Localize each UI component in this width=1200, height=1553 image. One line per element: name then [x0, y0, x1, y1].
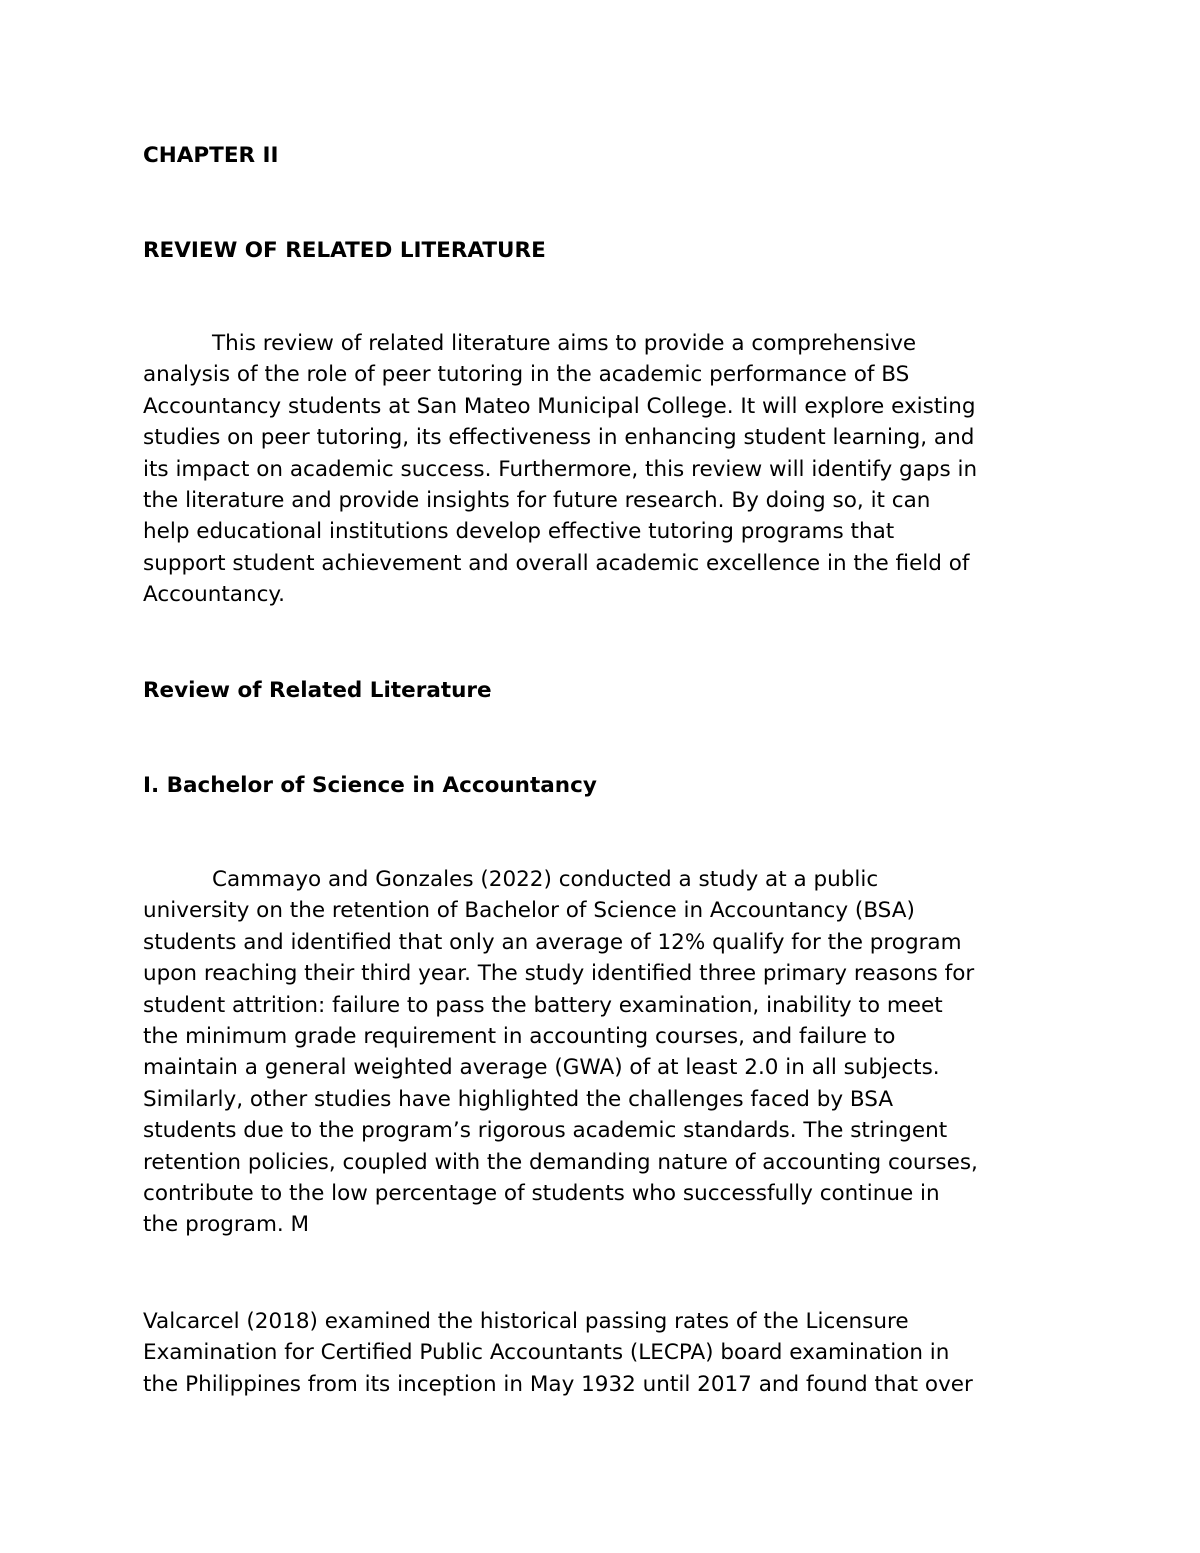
topic-heading: I. Bachelor of Science in Accountancy [143, 773, 597, 798]
paragraph-line: maintain a general weighted average (GWA) of at least 2.0 in all subjects. [143, 1055, 940, 1081]
paragraph-line: student attrition: failure to pass the battery examination, inability to meet [143, 992, 943, 1018]
paragraph-line: the minimum grade requirement in accounting courses, and failure to [143, 1023, 896, 1049]
paragraph-line: Accountancy. [143, 582, 285, 608]
paragraph-line: This review of related literature aims to provide a comprehensive [212, 331, 917, 356]
paragraph-line: the Philippines from its inception in May 1932 until 2017 and found that over [143, 1371, 973, 1397]
paragraph-line: upon reaching their third year. The study identified three primary reasons for [143, 961, 975, 987]
cammayo-paragraph [143, 864, 1063, 1241]
paragraph-line: students and identified that only an average of 12% qualify for the program [143, 929, 962, 955]
paragraph-line: Accountancy students at San Mateo Municipal College. It will explore existing [143, 393, 976, 419]
valcarcel-paragraph [143, 1306, 1063, 1400]
paragraph-line: Similarly, other studies have highlighted the challenges faced by BSA [143, 1086, 894, 1112]
subsection-heading: Review of Related Literature [143, 678, 492, 703]
paragraph-line: students due to the program’s rigorous academic standards. The stringent [143, 1118, 948, 1144]
paragraph-line: the program. M [143, 1212, 310, 1238]
section-title: REVIEW OF RELATED LITERATURE [143, 238, 546, 263]
paragraph-line: analysis of the role of peer tutoring in the academic performance of BS [143, 362, 910, 388]
paragraph-line: help educational institutions develop effective tutoring programs that [143, 519, 895, 545]
paragraph-line: the literature and provide insights for future research. By doing so, it can [143, 487, 931, 513]
paragraph-line: Valcarcel (2018) examined the historical passing rates of the Licensure [143, 1309, 909, 1334]
paragraph-line: Examination for Certified Public Accountants (LECPA) board examination in [143, 1340, 950, 1366]
paragraph-line: Cammayo and Gonzales (2022) conducted a study at a public [212, 867, 879, 892]
chapter-heading: CHAPTER II [143, 143, 279, 168]
paragraph-line: contribute to the low percentage of students who successfully continue in [143, 1180, 940, 1206]
paragraph-line: its impact on academic success. Furthermore, this review will identify gaps in [143, 456, 978, 482]
paragraph-line: support student achievement and overall academic excellence in the field of [143, 550, 970, 576]
paragraph-line: university on the retention of Bachelor of Science in Accountancy (BSA) [143, 898, 915, 924]
paragraph-line: retention policies, coupled with the demanding nature of accounting courses, [143, 1149, 978, 1175]
paragraph-line: studies on peer tutoring, its effectiveness in enhancing student learning, and [143, 425, 975, 451]
intro-paragraph [143, 328, 1063, 611]
